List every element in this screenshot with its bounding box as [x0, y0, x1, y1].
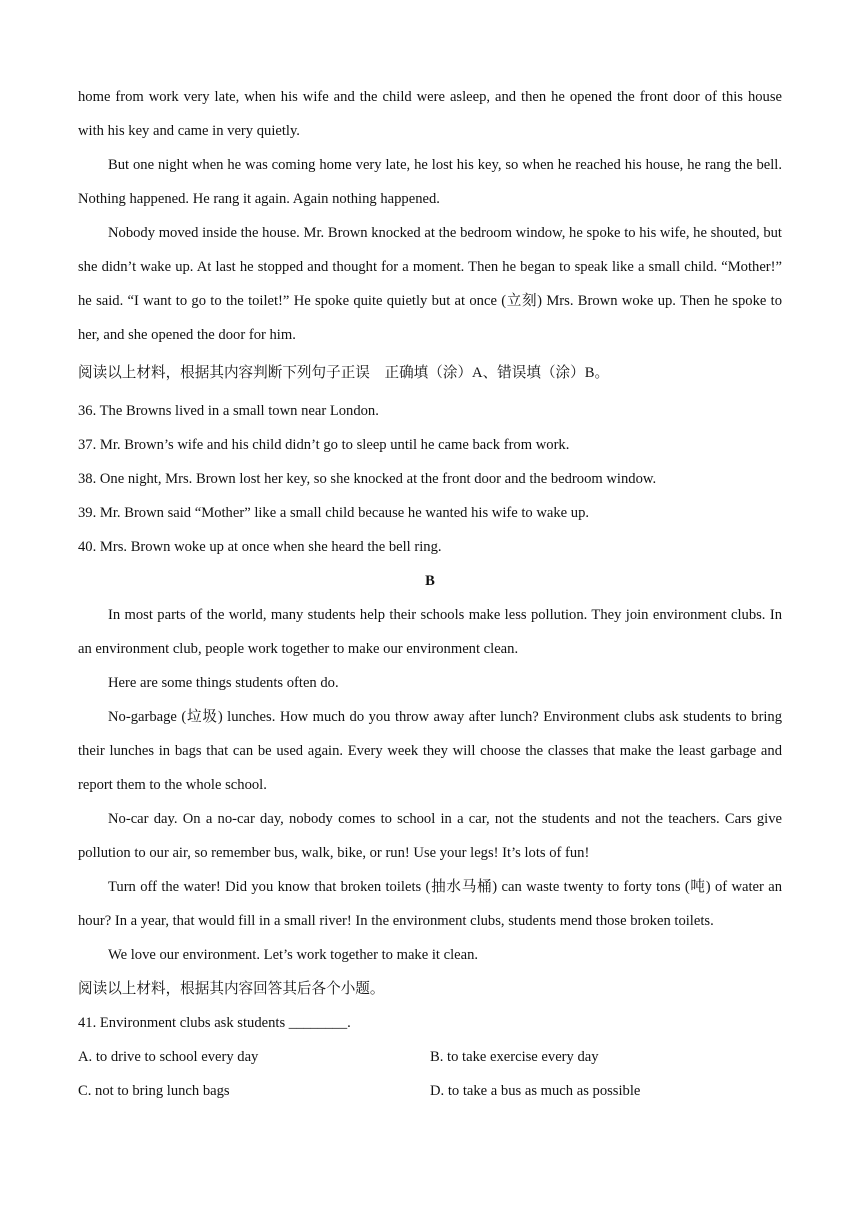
instruction-true-false: 阅读以上材料，根据其内容判断下列句子正误 正确填（涂）A、错误填（涂）B。 — [78, 365, 610, 381]
passage-b-paragraph-3: No-garbage (垃圾) lunches. How much do you throw away after lunch? Environment clubs ask students to bring their lunches in bags that can be used again. Every week they will choose the classes that make the least garbage and report them to the whole school. — [78, 709, 782, 793]
question-41-options-row-2 — [78, 1074, 782, 1108]
statement-39: 39. Mr. Brown said “Mother” like a small child because he wanted his wife to wake up. — [78, 505, 590, 521]
statement-36: 36. The Browns lived in a small town near London. — [78, 403, 379, 419]
option-a: A. to drive to school every day — [78, 1049, 259, 1065]
passage-a-paragraph-1: home from work very late, when his wife and the child were asleep, and then he opened the front door of this house with his key and came in very quietly. — [78, 89, 782, 139]
instruction-answer-questions: 阅读以上材料，根据其内容回答其后各个小题。 — [78, 981, 385, 997]
statement-40: 40. Mrs. Brown woke up at once when she heard the bell ring. — [78, 539, 442, 555]
passage-b-paragraph-5: Turn off the water! Did you know that broken toilets (抽水马桶) can waste twenty to forty tons (吨) of water an hour? In a year, that would fill in a small river! In the environment clubs, students mend those broken toilets. — [78, 879, 782, 929]
passage-a-paragraph-2: But one night when he was coming home very late, he lost his key, so when he reached his house, he rang the bell. Nothing happened. He rang it again. Again nothing happened. — [78, 157, 782, 207]
option-d: D. to take a bus as much as possible — [430, 1083, 641, 1099]
statement-38: 38. One night, Mrs. Brown lost her key, so she knocked at the front door and the bedroom window. — [78, 471, 657, 487]
passage-a-paragraph-3: Nobody moved inside the house. Mr. Brown knocked at the bedroom window, he spoke to his wife, he shouted, but she didn’t wake up. At last he stopped and thought for a moment. Then he began to speak like a small child. “Mother!” he said. “I want to go to the toilet!” He spoke quite quietly but at once (立刻) Mrs. Brown woke up. Then he spoke to her, and she opened the door for him. — [78, 225, 782, 343]
passage-b-paragraph-6: We love our environment. Let’s work together to make it clean. — [108, 947, 479, 963]
option-c: C. not to bring lunch bags — [78, 1083, 230, 1099]
passage-b-paragraph-2: Here are some things students often do. — [108, 675, 339, 691]
statement-37: 37. Mr. Brown’s wife and his child didn’t go to sleep until he came back from work. — [78, 437, 570, 453]
section-b-heading: B — [425, 573, 435, 589]
question-41-options-row-1 — [78, 1040, 782, 1074]
option-b: B. to take exercise every day — [430, 1049, 599, 1065]
passage-b-paragraph-4: No-car day. On a no-car day, nobody comes to school in a car, not the students and not the teachers. Cars give pollution to our air, so remember bus, walk, bike, or run! Use your legs! It’s lots of fun! — [78, 811, 782, 861]
passage-b-paragraph-1: In most parts of the world, many students help their schools make less pollution. They join environment clubs. In an environment club, people work together to make our environment clean. — [78, 607, 782, 657]
question-41-stem: 41. Environment clubs ask students ________. — [78, 1015, 351, 1031]
exam-page — [78, 80, 782, 1108]
